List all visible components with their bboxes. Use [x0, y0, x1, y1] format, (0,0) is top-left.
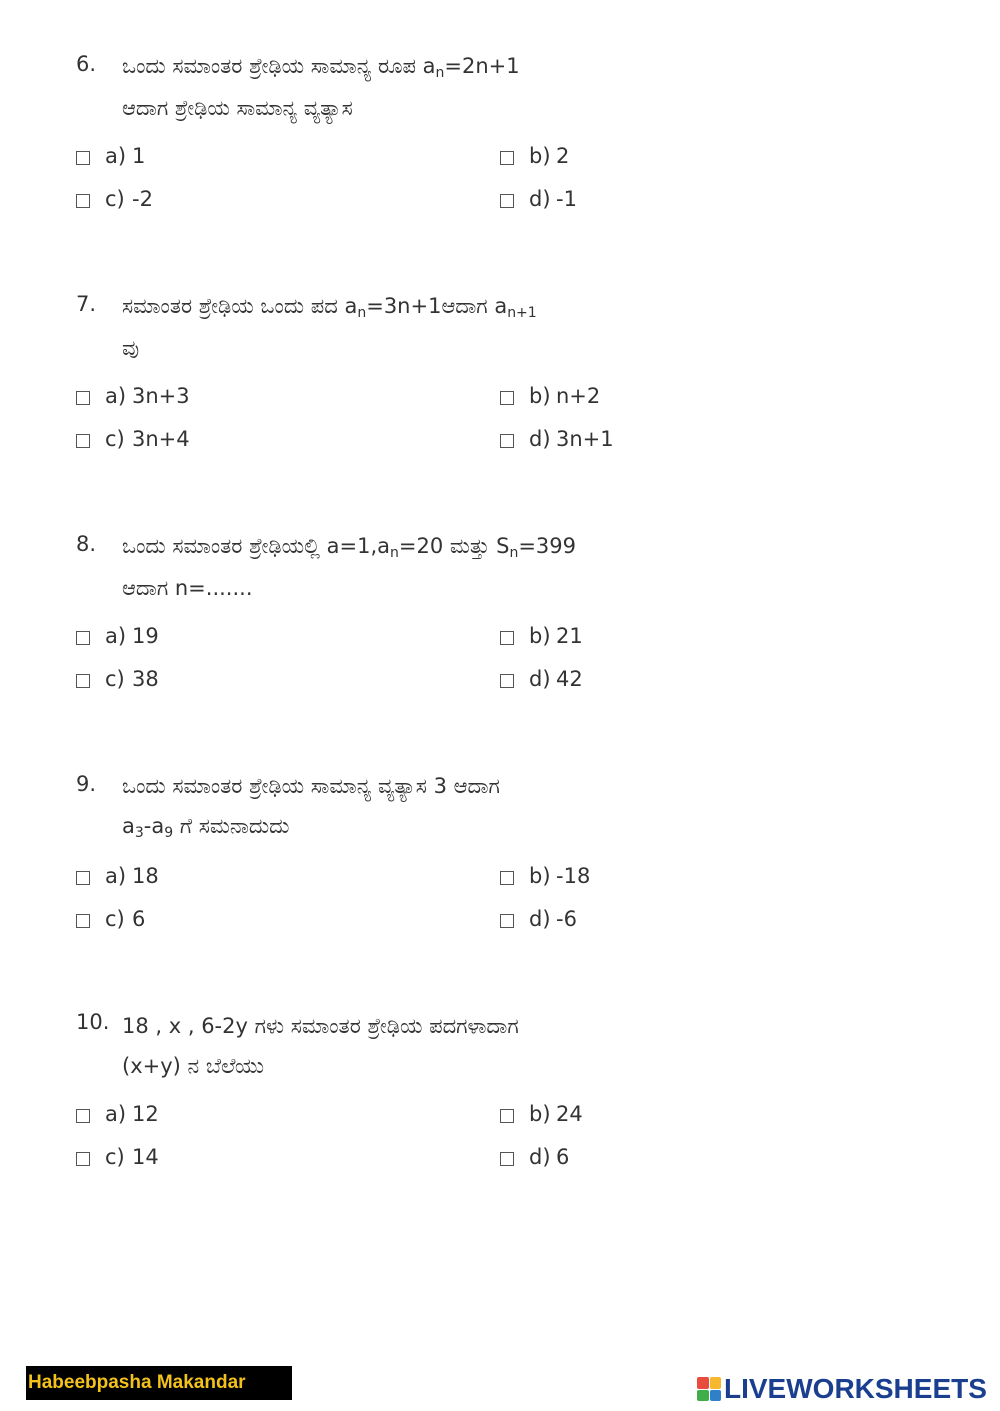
question-number: 6. [76, 52, 97, 76]
checkbox[interactable] [76, 1152, 90, 1166]
question-text-line2: ಆದಾಗ ಶ್ರೇಢಿಯ ಸಾಮಾನ್ಯ ವ್ಯತ್ಯಾಸ [122, 96, 353, 120]
checkbox[interactable] [500, 631, 514, 645]
checkbox[interactable] [500, 434, 514, 448]
checkbox[interactable] [500, 871, 514, 885]
checkbox[interactable] [76, 151, 90, 165]
logo-tile-icon [710, 1377, 722, 1389]
question-number: 10. [76, 1010, 110, 1034]
checkbox[interactable] [500, 914, 514, 928]
checkbox[interactable] [500, 194, 514, 208]
checkbox[interactable] [76, 434, 90, 448]
checkbox[interactable] [76, 631, 90, 645]
checkbox[interactable] [500, 1109, 514, 1123]
logo-tile-icon [710, 1390, 722, 1402]
author-name-label: Habeebpasha Makandar [26, 1366, 292, 1400]
question-text-line1: ಒಂದು ಸಮಾಂತರ ಶ್ರೇಢಿಯ ಸಾಮಾನ್ಯ ವ್ಯತ್ಯಾಸ 3 ಆದಾಗ [122, 774, 500, 798]
checkbox[interactable] [76, 391, 90, 405]
checkbox[interactable] [76, 871, 90, 885]
logo-text: LIVEWORKSHEETS [724, 1373, 987, 1404]
question-text-line1: 18 , x , 6-2y ಗಳು ಸಮಾಂತರ ಶ್ರೇಢಿಯ ಪದಗಳಾದಾಗ [122, 1014, 519, 1038]
checkbox[interactable] [500, 391, 514, 405]
question-text-line2: (x+y) ನ ಬೆಲೆಯು [122, 1054, 264, 1078]
question-number: 9. [76, 772, 97, 796]
question-text-line1: ಒಂದು ಸಮಾಂತರ ಶ್ರೇಢಿಯಲ್ಲಿ $a=1,a_n=20$ ಮತ್ತು $S_n=399$ [122, 534, 577, 561]
question-text-line1: ಸಮಾಂತರ ಶ್ರೇಢಿಯ ಒಂದು ಪದ $a_n=3n+1ಆದಾಗ$ $a_{n+1}$ [122, 294, 537, 321]
checkbox[interactable] [500, 674, 514, 688]
checkbox[interactable] [76, 194, 90, 208]
logo-tile-icon [697, 1390, 709, 1402]
question-number: 7. [76, 292, 97, 316]
question-text-line2: ಆದಾಗ n=....... [122, 576, 253, 600]
checkbox[interactable] [500, 151, 514, 165]
liveworksheets-logo[interactable] [697, 1374, 987, 1404]
liveworksheets-logo-icon [697, 1377, 721, 1401]
question-number: 8. [76, 532, 97, 556]
question-text-line2: ವು [122, 336, 140, 360]
question-text-line2: $a_3-a_9$ ಗೆ ಸಮನಾದುದು [122, 814, 290, 841]
checkbox[interactable] [76, 674, 90, 688]
checkbox[interactable] [76, 914, 90, 928]
checkbox[interactable] [500, 1152, 514, 1166]
checkbox[interactable] [76, 1109, 90, 1123]
logo-tile-icon [697, 1377, 709, 1389]
question-text-line1: ಒಂದು ಸಮಾಂತರ ಶ್ರೇಢಿಯ ಸಾಮಾನ್ಯ ರೂಪ $a_n=2n+1$ [122, 54, 520, 81]
